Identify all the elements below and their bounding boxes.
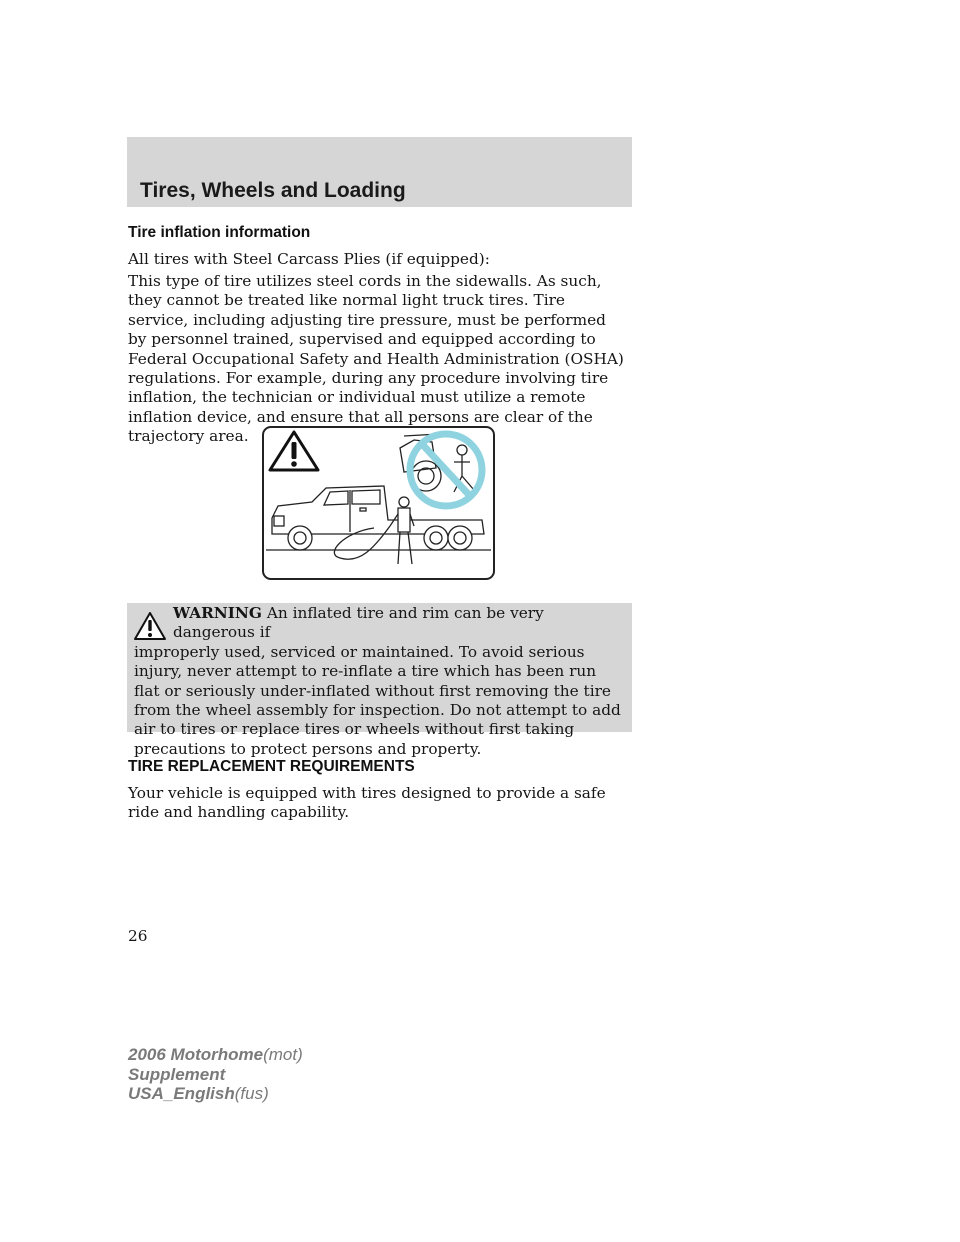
warning-label: WARNING	[173, 604, 262, 622]
warning-lead	[134, 604, 624, 643]
page-title: Tires, Wheels and Loading	[140, 179, 406, 202]
warning-body-text: improperly used, serviced or maintained. To avoid serious injury, never attempt to re-inflate a tire which has been run flat or seriously under-inflated without first removing the tire from the wheel assembly for inspection. Do not attempt to add air to tires or replace tires or wheels without first taking precautions to protect persons and property.	[134, 642, 621, 758]
footer-line-1	[128, 1045, 303, 1065]
warning-lead-text: An inflated tire and rim can be very dangerous if	[173, 604, 544, 642]
footer-line-3	[128, 1084, 303, 1104]
section-heading-tire-inflation: Tire inflation information	[128, 224, 311, 241]
replacement-paragraph: Your vehicle is equipped with tires designed to provide a safe ride and handling capability.	[128, 784, 606, 822]
tire-inflation-illustration	[262, 426, 495, 580]
warning-triangle-icon	[270, 432, 318, 470]
section-heading-tire-replacement: TIRE REPLACEMENT REQUIREMENTS	[128, 758, 415, 775]
body-paragraph: This type of tire utilizes steel cords in the sidewalls. As such, they cannot be treated like normal light truck tires. Tire service, including adjusting tire pressure, must be performed by personnel trained, supervised and equipped according to Federal Occupational Safety and Health Administration (OSHA) regulations. For example, during any procedure involving tire inflation, the technician or individual must utilize a remote inflation device, and ensure that all persons are clear of the trajectory area.	[128, 272, 624, 446]
footer-language-code: (fus)	[234, 1084, 269, 1103]
footer	[128, 1045, 303, 1104]
footer-model: 2006 Motorhome	[128, 1045, 264, 1064]
page-number: 26	[128, 927, 148, 945]
footer-line-2: Supplement	[128, 1064, 226, 1084]
footer-language: USA_English	[128, 1084, 235, 1103]
warning-text	[134, 604, 624, 759]
truck-inflation-drawing	[264, 428, 493, 578]
intro-line: All tires with Steel Carcass Plies (if equipped):	[128, 250, 490, 268]
footer-model-code: (mot)	[263, 1045, 303, 1064]
